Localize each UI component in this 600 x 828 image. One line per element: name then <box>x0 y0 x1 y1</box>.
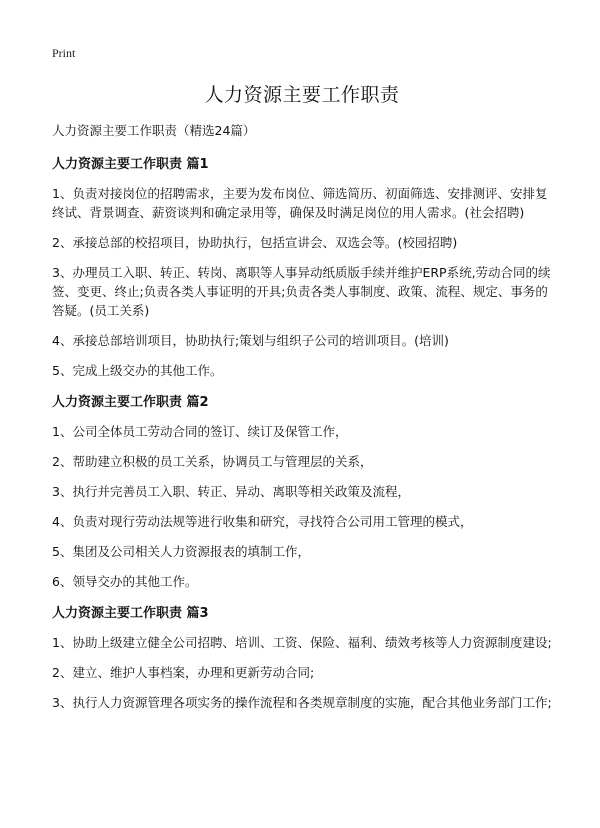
section-title: 人力资源主要工作职责 篇1 <box>52 157 209 172</box>
list-item: 4、负责对现行劳动法规等进行收集和研究，寻找符合公司用工管理的模式， <box>52 514 473 529</box>
list-item: 2、帮助建立积极的员工关系，协调员工与管理层的关系， <box>52 454 373 469</box>
section-title: 人力资源主要工作职责 篇2 <box>52 395 209 410</box>
document-subtitle: 人力资源主要工作职责（精选24篇） <box>52 123 256 138</box>
list-item: 1、公司全体员工劳动合同的签订、续订及保管工作， <box>52 424 348 439</box>
list-item: 5、完成上级交办的其他工作。 <box>52 363 223 378</box>
page-title: 人力资源主要工作职责 <box>204 84 400 106</box>
list-item: 1、协助上级建立健全公司招聘、培训、工资、保险、福利、绩效考核等人力资源制度建设; <box>52 635 552 650</box>
print-link[interactable]: Print <box>52 46 76 60</box>
list-item: 1、负责对接岗位的招聘需求，主要为发布岗位、筛选简历、初面筛选、安排测评、安排复终试、背景调查、薪资谈判和确定录用等，确保及时满足岗位的用人需求。(社会招聘) <box>52 186 548 220</box>
section-3 <box>52 602 552 712</box>
section-2 <box>52 391 552 591</box>
list-item: 4、承接总部培训项目，协助执行;策划与组织子公司的培训项目。(培训) <box>52 333 449 348</box>
list-item: 3、执行人力资源管理各项实务的操作流程和各类规章制度的实施，配合其他业务部门工作; <box>52 695 552 710</box>
list-item: 2、承接总部的校招项目，协助执行，包括宣讲会、双选会等。(校园招聘) <box>52 235 458 250</box>
list-item: 2、建立、维护人事档案，办理和更新劳动合同; <box>52 665 315 680</box>
list-item: 3、执行并完善员工入职、转正、异动、离职等相关政策及流程， <box>52 484 410 499</box>
document-body <box>52 80 552 723</box>
list-item: 6、领导交办的其他工作。 <box>52 574 198 589</box>
list-item: 3、办理员工入职、转正、转岗、离职等人事异动纸质版手续并维护ERP系统,劳动合同的续签、变更、终止;负责各类人事证明的开具;负责各类人事制度、政策、流程、规定、事务的答疑。(员工关系) <box>52 265 551 318</box>
list-item: 5、集团及公司相关人力资源报表的填制工作， <box>52 544 310 559</box>
section-1 <box>52 153 552 380</box>
section-title: 人力资源主要工作职责 篇3 <box>52 606 209 621</box>
